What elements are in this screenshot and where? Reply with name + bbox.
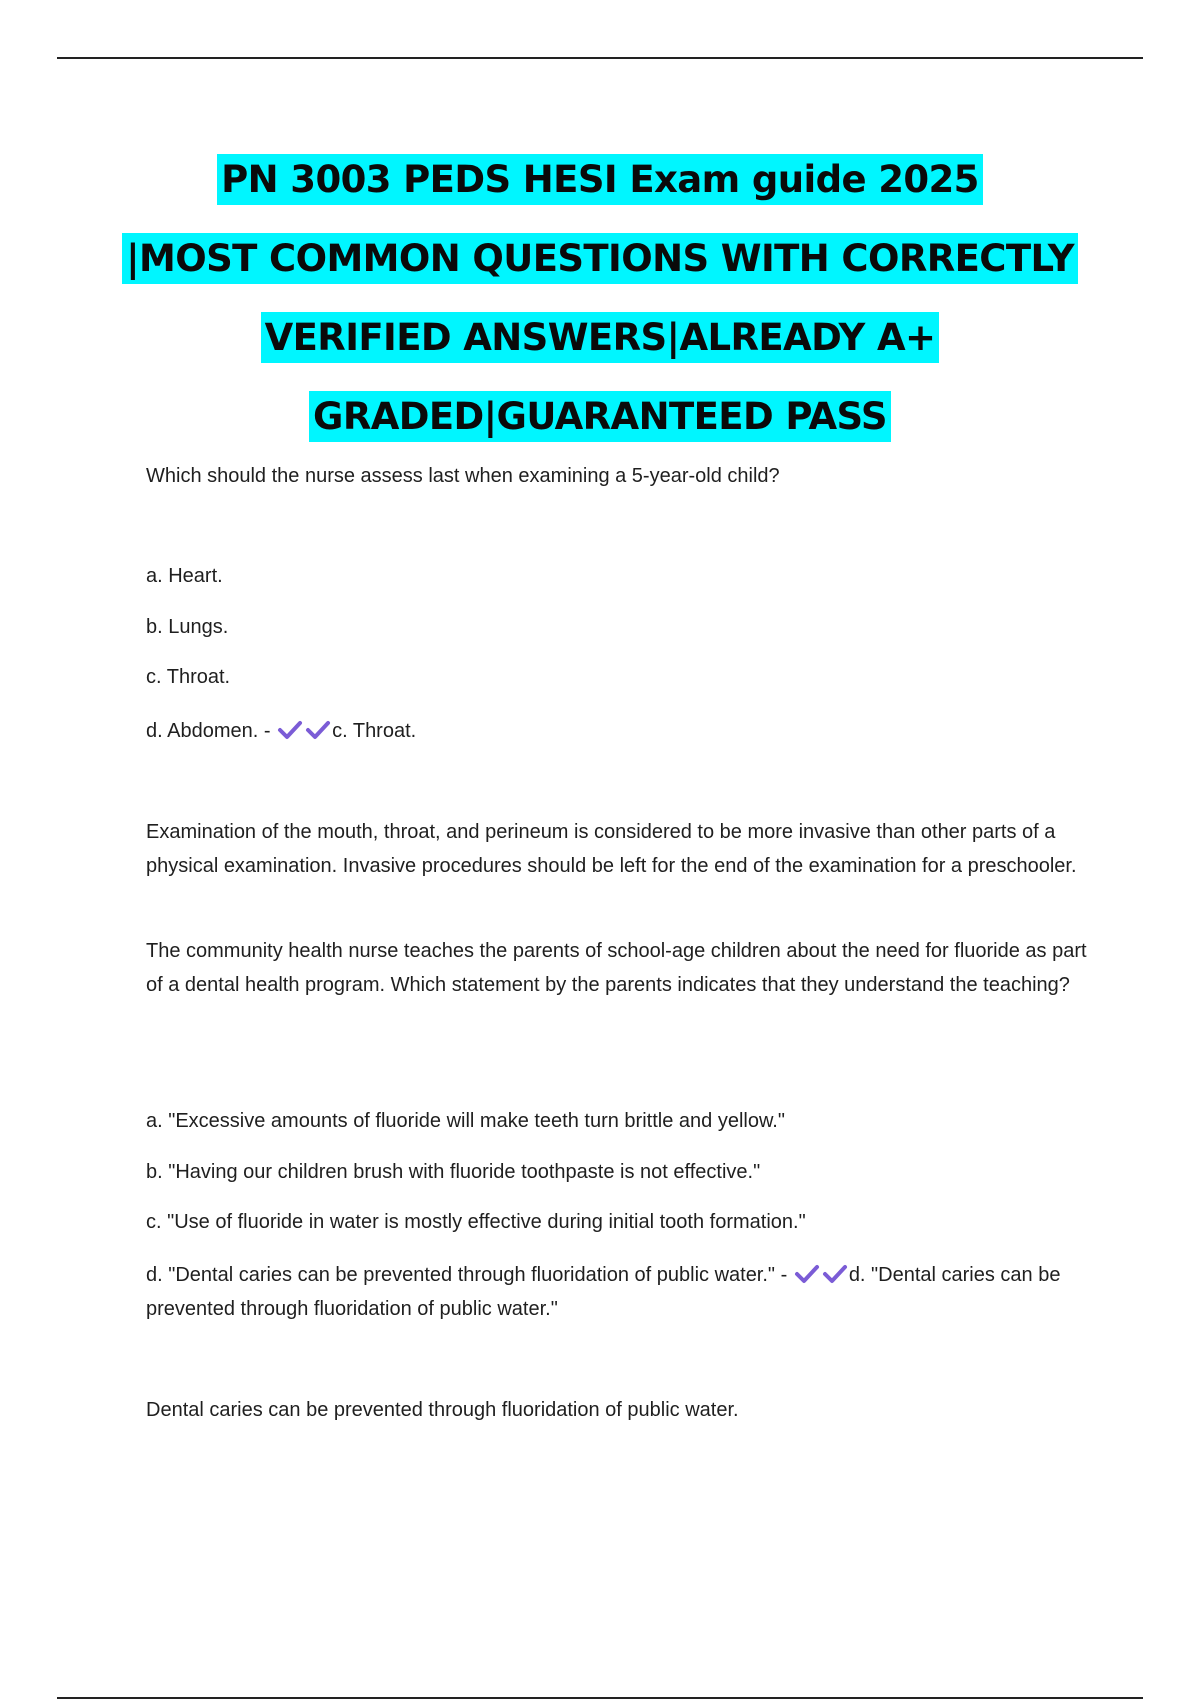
title-line-3: VERIFIED ANSWERS|ALREADY A+: [0, 298, 1200, 377]
title-line-1: PN 3003 PEDS HESI Exam guide 2025: [0, 140, 1200, 219]
q1-option-b: b. Lungs.: [146, 616, 229, 638]
question-1-text: Which should the nurse assess last when examining a 5-year-old child?: [146, 465, 780, 487]
q2-option-a: a. "Excessive amounts of fluoride will make teeth turn brittle and yellow.": [146, 1110, 785, 1132]
top-rule: [57, 57, 1143, 59]
question-2-text: The community health nurse teaches the parents of school-age children about the need for fluoride as part of a dental health program. Which statement by the parents indicates that they understand the teaching?: [146, 940, 1087, 996]
q1-option-a: a. Heart.: [146, 565, 223, 587]
q2-rationale: Dental caries can be prevented through fluoridation of public water.: [146, 1399, 739, 1421]
q1-option-d-with-answer: [146, 714, 1091, 748]
q1-option-d: d. Abdomen. -: [146, 720, 271, 742]
title-line-2: |MOST COMMON QUESTIONS WITH CORRECTLY: [0, 219, 1200, 298]
title-line-4: GRADED|GUARANTEED PASS: [0, 377, 1200, 456]
q1-answer: c. Throat.: [332, 720, 417, 742]
q2-answer: d. "Dental caries can be prevented through fluoridation of public water.": [146, 1264, 1061, 1320]
document-title: [0, 140, 1200, 456]
check-icon: [793, 1262, 821, 1284]
q1-rationale: Examination of the mouth, throat, and perineum is considered to be more invasive than other parts of a physical examination. Invasive procedures should be left for the end of the examination for a preschooler.: [146, 821, 1077, 877]
check-icon: [304, 718, 332, 740]
q1-option-c: c. Throat.: [146, 666, 231, 688]
bottom-rule: [57, 1697, 1143, 1699]
check-icon: [276, 718, 304, 740]
check-icon: [821, 1262, 849, 1284]
q2-option-d: d. "Dental caries can be prevented through fluoridation of public water." -: [146, 1264, 788, 1286]
q2-option-c: c. "Use of fluoride in water is mostly effective during initial tooth formation.": [146, 1211, 806, 1233]
q2-option-b: b. "Having our children brush with fluoride toothpaste is not effective.": [146, 1161, 761, 1183]
q2-option-d-with-answer: [146, 1258, 1091, 1326]
